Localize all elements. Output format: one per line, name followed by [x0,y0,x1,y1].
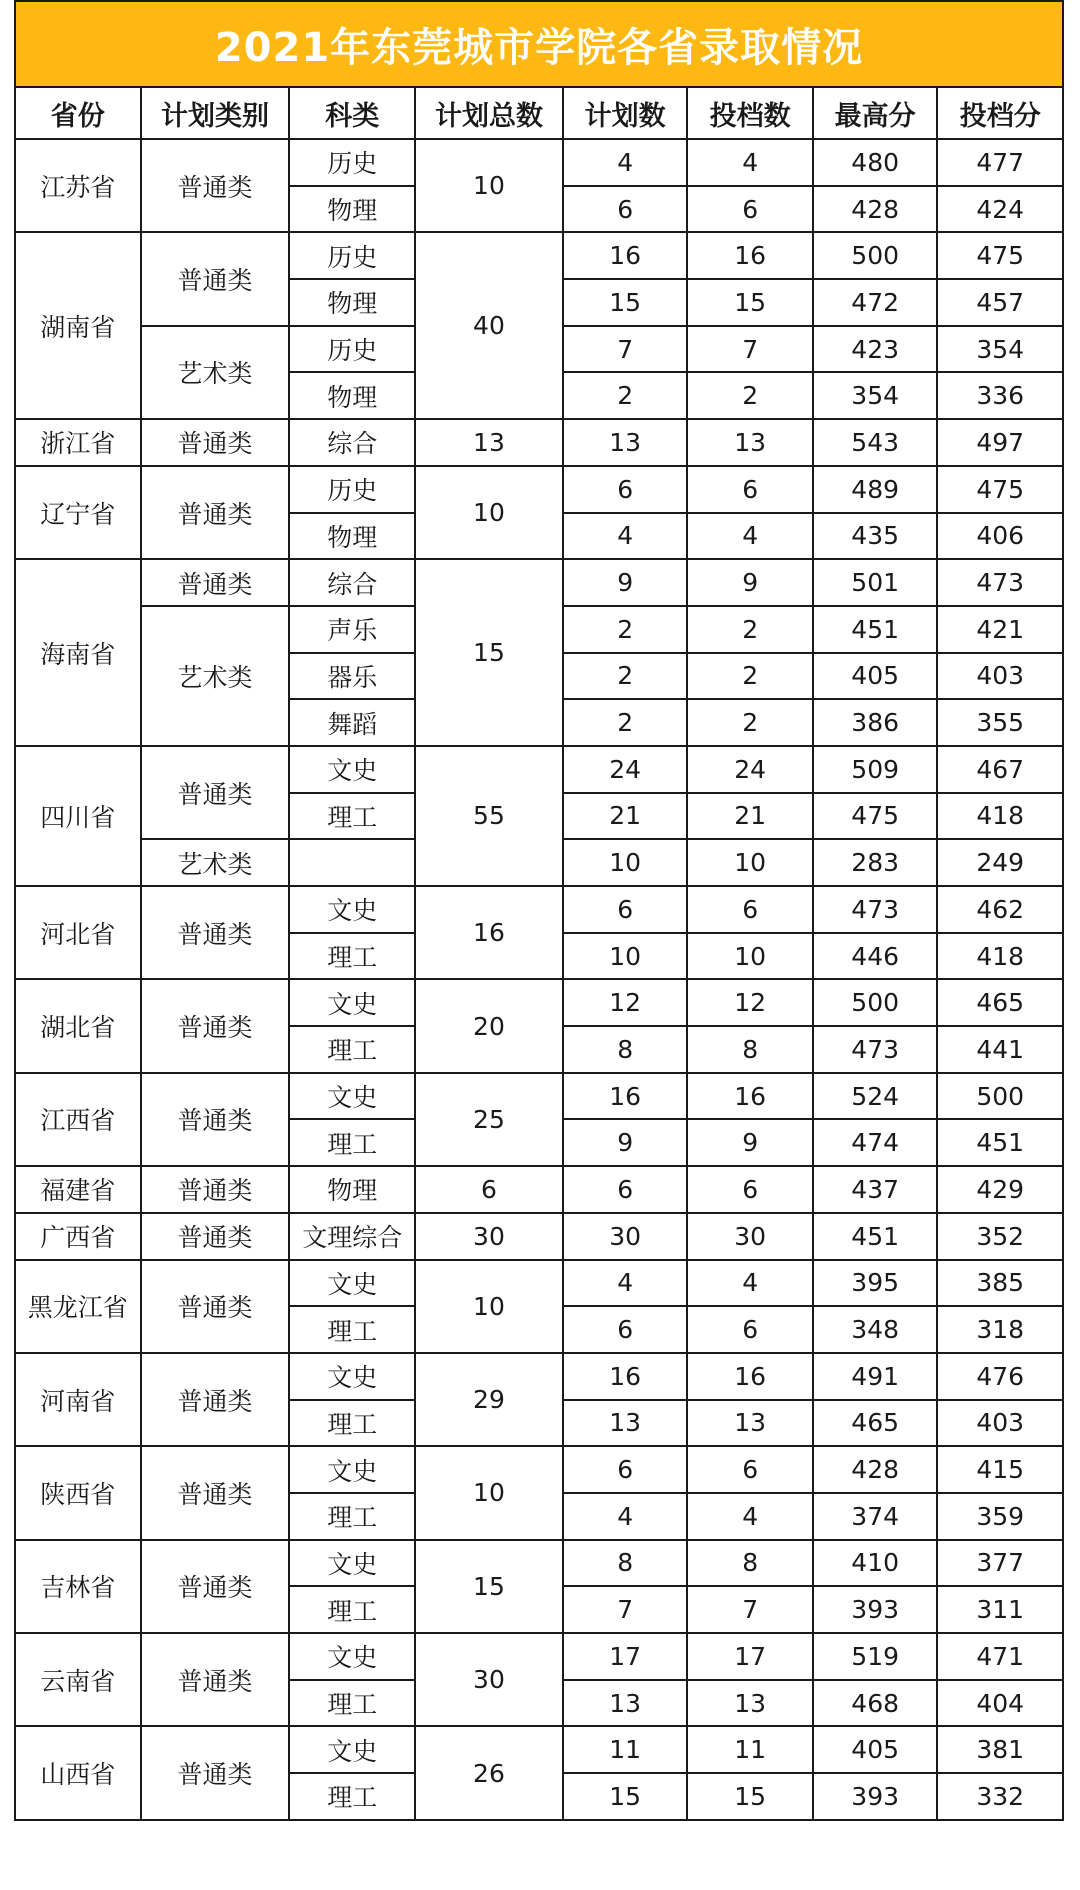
header-plan-category: 计划类别 [141,87,290,139]
plan-count-cell: 12 [563,979,687,1026]
subject-cell: 理工 [289,1680,415,1727]
cutoff-score-cell: 473 [937,559,1063,606]
plan-category-cell: 普通类 [141,466,290,559]
plan-count-cell: 6 [563,186,687,233]
province-cell: 海南省 [15,559,141,746]
cutoff-score-cell: 457 [937,279,1063,326]
max-score-cell: 410 [813,1540,937,1587]
filed-count-cell: 6 [687,186,813,233]
filed-count-cell: 7 [687,1586,813,1633]
plan-count-cell: 6 [563,1306,687,1353]
subject-cell: 理工 [289,1400,415,1447]
subject-cell: 文史 [289,1446,415,1493]
subject-cell: 物理 [289,186,415,233]
plan-count-cell: 4 [563,513,687,560]
header-row [15,87,1063,139]
header-filed-count: 投档数 [687,87,813,139]
cutoff-score-cell: 418 [937,793,1063,840]
max-score-cell: 451 [813,1213,937,1260]
filed-count-cell: 9 [687,559,813,606]
subject-cell: 文史 [289,1633,415,1680]
cutoff-score-cell: 465 [937,979,1063,1026]
subject-cell: 文史 [289,1540,415,1587]
subject-cell: 历史 [289,139,415,186]
cutoff-score-cell: 403 [937,653,1063,700]
header-province: 省份 [15,87,141,139]
max-score-cell: 472 [813,279,937,326]
plan-category-cell: 普通类 [141,1166,290,1213]
table-row [15,232,1063,279]
plan-count-cell: 13 [563,1400,687,1447]
plan-count-cell: 9 [563,559,687,606]
province-cell: 湖北省 [15,979,141,1072]
max-score-cell: 491 [813,1353,937,1400]
filed-count-cell: 2 [687,699,813,746]
filed-count-cell: 6 [687,1166,813,1213]
filed-count-cell: 13 [687,1680,813,1727]
cutoff-score-cell: 418 [937,933,1063,980]
province-cell: 四川省 [15,746,141,886]
filed-count-cell: 4 [687,513,813,560]
plan-count-cell: 8 [563,1026,687,1073]
max-score-cell: 524 [813,1073,937,1120]
filed-count-cell: 16 [687,1353,813,1400]
cutoff-score-cell: 354 [937,326,1063,373]
cutoff-score-cell: 385 [937,1260,1063,1307]
subject-cell: 文史 [289,1353,415,1400]
max-score-cell: 437 [813,1166,937,1213]
filed-count-cell: 2 [687,606,813,653]
admission-table [14,86,1064,1821]
subject-cell: 历史 [289,232,415,279]
max-score-cell: 474 [813,1119,937,1166]
filed-count-cell: 21 [687,793,813,840]
subject-cell: 文史 [289,886,415,933]
subject-cell: 物理 [289,372,415,419]
filed-count-cell: 10 [687,839,813,886]
cutoff-score-cell: 467 [937,746,1063,793]
cutoff-score-cell: 497 [937,419,1063,466]
plan-count-cell: 2 [563,606,687,653]
cutoff-score-cell: 311 [937,1586,1063,1633]
province-cell: 河北省 [15,886,141,979]
subject-cell: 文史 [289,746,415,793]
plan-count-cell: 16 [563,232,687,279]
header-cutoff-score: 投档分 [937,87,1063,139]
max-score-cell: 283 [813,839,937,886]
table-row [15,1213,1063,1260]
filed-count-cell: 24 [687,746,813,793]
filed-count-cell: 4 [687,1493,813,1540]
subject-cell: 理工 [289,793,415,840]
subject-cell: 物理 [289,279,415,326]
plan-count-cell: 13 [563,419,687,466]
table-row [15,466,1063,513]
max-score-cell: 465 [813,1400,937,1447]
filed-count-cell: 15 [687,1773,813,1820]
plan-count-cell: 4 [563,1493,687,1540]
cutoff-score-cell: 462 [937,886,1063,933]
subject-cell: 舞蹈 [289,699,415,746]
plan-count-cell: 21 [563,793,687,840]
plan-count-cell: 15 [563,1773,687,1820]
cutoff-score-cell: 429 [937,1166,1063,1213]
header-plan-total: 计划总数 [415,87,563,139]
max-score-cell: 428 [813,1446,937,1493]
subject-cell: 器乐 [289,653,415,700]
subject-cell: 文史 [289,979,415,1026]
admission-table-container [14,0,1064,1821]
subject-cell: 理工 [289,1493,415,1540]
max-score-cell: 435 [813,513,937,560]
filed-count-cell: 13 [687,419,813,466]
max-score-cell: 500 [813,232,937,279]
max-score-cell: 446 [813,933,937,980]
filed-count-cell: 16 [687,1073,813,1120]
plan-count-cell: 6 [563,1166,687,1213]
plan-category-cell: 普通类 [141,886,290,979]
cutoff-score-cell: 404 [937,1680,1063,1727]
header-subject: 科类 [289,87,415,139]
plan-category-cell: 艺术类 [141,839,290,886]
plan-count-cell: 6 [563,1446,687,1493]
max-score-cell: 543 [813,419,937,466]
plan-category-cell: 艺术类 [141,606,290,746]
filed-count-cell: 6 [687,466,813,513]
max-score-cell: 509 [813,746,937,793]
province-cell: 河南省 [15,1353,141,1446]
plan-total-cell: 6 [415,1166,563,1213]
max-score-cell: 475 [813,793,937,840]
max-score-cell: 428 [813,186,937,233]
cutoff-score-cell: 441 [937,1026,1063,1073]
subject-cell: 文史 [289,1073,415,1120]
plan-count-cell: 30 [563,1213,687,1260]
subject-cell: 理工 [289,1586,415,1633]
cutoff-score-cell: 403 [937,1400,1063,1447]
max-score-cell: 500 [813,979,937,1026]
subject-cell: 理工 [289,1026,415,1073]
province-cell: 江西省 [15,1073,141,1166]
max-score-cell: 374 [813,1493,937,1540]
filed-count-cell: 6 [687,886,813,933]
subject-cell: 理工 [289,933,415,980]
table-row [15,559,1063,606]
filed-count-cell: 8 [687,1540,813,1587]
cutoff-score-cell: 421 [937,606,1063,653]
plan-total-cell: 29 [415,1353,563,1446]
plan-count-cell: 15 [563,279,687,326]
plan-total-cell: 15 [415,559,563,746]
subject-cell: 综合 [289,419,415,466]
cutoff-score-cell: 471 [937,1633,1063,1680]
max-score-cell: 393 [813,1586,937,1633]
max-score-cell: 405 [813,653,937,700]
plan-total-cell: 26 [415,1726,563,1819]
plan-count-cell: 11 [563,1726,687,1773]
subject-cell: 文史 [289,1726,415,1773]
filed-count-cell: 12 [687,979,813,1026]
plan-total-cell: 10 [415,466,563,559]
plan-total-cell: 13 [415,419,563,466]
plan-category-cell: 普通类 [141,139,290,232]
plan-count-cell: 4 [563,139,687,186]
max-score-cell: 393 [813,1773,937,1820]
filed-count-cell: 4 [687,1260,813,1307]
cutoff-score-cell: 377 [937,1540,1063,1587]
plan-count-cell: 2 [563,372,687,419]
filed-count-cell: 15 [687,279,813,326]
subject-cell: 历史 [289,326,415,373]
cutoff-score-cell: 475 [937,232,1063,279]
plan-count-cell: 2 [563,699,687,746]
subject-cell: 理工 [289,1306,415,1353]
table-row [15,979,1063,1026]
province-cell: 福建省 [15,1166,141,1213]
cutoff-score-cell: 355 [937,699,1063,746]
plan-category-cell: 普通类 [141,1073,290,1166]
filed-count-cell: 4 [687,139,813,186]
max-score-cell: 386 [813,699,937,746]
plan-total-cell: 30 [415,1213,563,1260]
table-row [15,1073,1063,1120]
max-score-cell: 348 [813,1306,937,1353]
subject-cell: 综合 [289,559,415,606]
subject-cell [289,839,415,886]
plan-total-cell: 25 [415,1073,563,1166]
province-cell: 广西省 [15,1213,141,1260]
header-plan-count: 计划数 [563,87,687,139]
province-cell: 吉林省 [15,1540,141,1633]
max-score-cell: 468 [813,1680,937,1727]
cutoff-score-cell: 475 [937,466,1063,513]
plan-count-cell: 7 [563,326,687,373]
plan-count-cell: 6 [563,886,687,933]
cutoff-score-cell: 352 [937,1213,1063,1260]
plan-total-cell: 10 [415,139,563,232]
max-score-cell: 405 [813,1726,937,1773]
plan-count-cell: 24 [563,746,687,793]
plan-category-cell: 普通类 [141,746,290,839]
plan-count-cell: 7 [563,1586,687,1633]
table-row [15,1166,1063,1213]
province-cell: 山西省 [15,1726,141,1819]
filed-count-cell: 17 [687,1633,813,1680]
filed-count-cell: 6 [687,1446,813,1493]
plan-category-cell: 普通类 [141,1726,290,1819]
subject-cell: 物理 [289,513,415,560]
table-row [15,1446,1063,1493]
plan-category-cell: 普通类 [141,1213,290,1260]
subject-cell: 物理 [289,1166,415,1213]
cutoff-score-cell: 359 [937,1493,1063,1540]
plan-count-cell: 8 [563,1540,687,1587]
province-cell: 浙江省 [15,419,141,466]
table-body [15,139,1063,1820]
plan-total-cell: 10 [415,1446,563,1539]
cutoff-score-cell: 415 [937,1446,1063,1493]
province-cell: 江苏省 [15,139,141,232]
plan-category-cell: 普通类 [141,559,290,606]
table-title: 2021年东莞城市学院各省录取情况 [14,0,1064,86]
table-row [15,1260,1063,1307]
province-cell: 黑龙江省 [15,1260,141,1353]
plan-total-cell: 55 [415,746,563,886]
filed-count-cell: 8 [687,1026,813,1073]
table-row [15,746,1063,793]
table-row [15,139,1063,186]
max-score-cell: 354 [813,372,937,419]
plan-category-cell: 普通类 [141,1540,290,1633]
subject-cell: 理工 [289,1773,415,1820]
max-score-cell: 423 [813,326,937,373]
table-row [15,1726,1063,1773]
cutoff-score-cell: 332 [937,1773,1063,1820]
cutoff-score-cell: 249 [937,839,1063,886]
subject-cell: 声乐 [289,606,415,653]
max-score-cell: 519 [813,1633,937,1680]
cutoff-score-cell: 451 [937,1119,1063,1166]
plan-category-cell: 普通类 [141,979,290,1072]
max-score-cell: 395 [813,1260,937,1307]
subject-cell: 文史 [289,1260,415,1307]
plan-count-cell: 17 [563,1633,687,1680]
cutoff-score-cell: 424 [937,186,1063,233]
plan-category-cell: 普通类 [141,419,290,466]
plan-count-cell: 16 [563,1073,687,1120]
plan-count-cell: 6 [563,466,687,513]
plan-count-cell: 10 [563,933,687,980]
filed-count-cell: 6 [687,1306,813,1353]
table-row [15,886,1063,933]
cutoff-score-cell: 476 [937,1353,1063,1400]
plan-count-cell: 9 [563,1119,687,1166]
max-score-cell: 451 [813,606,937,653]
plan-total-cell: 15 [415,1540,563,1633]
cutoff-score-cell: 381 [937,1726,1063,1773]
max-score-cell: 480 [813,139,937,186]
filed-count-cell: 10 [687,933,813,980]
subject-cell: 理工 [289,1119,415,1166]
plan-category-cell: 普通类 [141,1353,290,1446]
plan-total-cell: 10 [415,1260,563,1353]
province-cell: 辽宁省 [15,466,141,559]
plan-total-cell: 40 [415,232,563,419]
filed-count-cell: 9 [687,1119,813,1166]
filed-count-cell: 7 [687,326,813,373]
cutoff-score-cell: 318 [937,1306,1063,1353]
plan-category-cell: 普通类 [141,1260,290,1353]
plan-count-cell: 13 [563,1680,687,1727]
max-score-cell: 489 [813,466,937,513]
subject-cell: 文理综合 [289,1213,415,1260]
province-cell: 陕西省 [15,1446,141,1539]
plan-category-cell: 普通类 [141,1633,290,1726]
cutoff-score-cell: 336 [937,372,1063,419]
header-max-score: 最高分 [813,87,937,139]
plan-count-cell: 16 [563,1353,687,1400]
province-cell: 云南省 [15,1633,141,1726]
table-row [15,419,1063,466]
plan-total-cell: 30 [415,1633,563,1726]
max-score-cell: 501 [813,559,937,606]
plan-category-cell: 艺术类 [141,326,290,419]
table-row [15,1353,1063,1400]
filed-count-cell: 13 [687,1400,813,1447]
plan-count-cell: 2 [563,653,687,700]
cutoff-score-cell: 406 [937,513,1063,560]
max-score-cell: 473 [813,886,937,933]
plan-total-cell: 20 [415,979,563,1072]
province-cell: 湖南省 [15,232,141,419]
plan-count-cell: 10 [563,839,687,886]
subject-cell: 历史 [289,466,415,513]
table-row [15,1540,1063,1587]
filed-count-cell: 16 [687,232,813,279]
plan-category-cell: 普通类 [141,232,290,325]
filed-count-cell: 2 [687,372,813,419]
table-row [15,1633,1063,1680]
plan-total-cell: 16 [415,886,563,979]
filed-count-cell: 30 [687,1213,813,1260]
filed-count-cell: 2 [687,653,813,700]
max-score-cell: 473 [813,1026,937,1073]
plan-category-cell: 普通类 [141,1446,290,1539]
cutoff-score-cell: 500 [937,1073,1063,1120]
plan-count-cell: 4 [563,1260,687,1307]
filed-count-cell: 11 [687,1726,813,1773]
cutoff-score-cell: 477 [937,139,1063,186]
